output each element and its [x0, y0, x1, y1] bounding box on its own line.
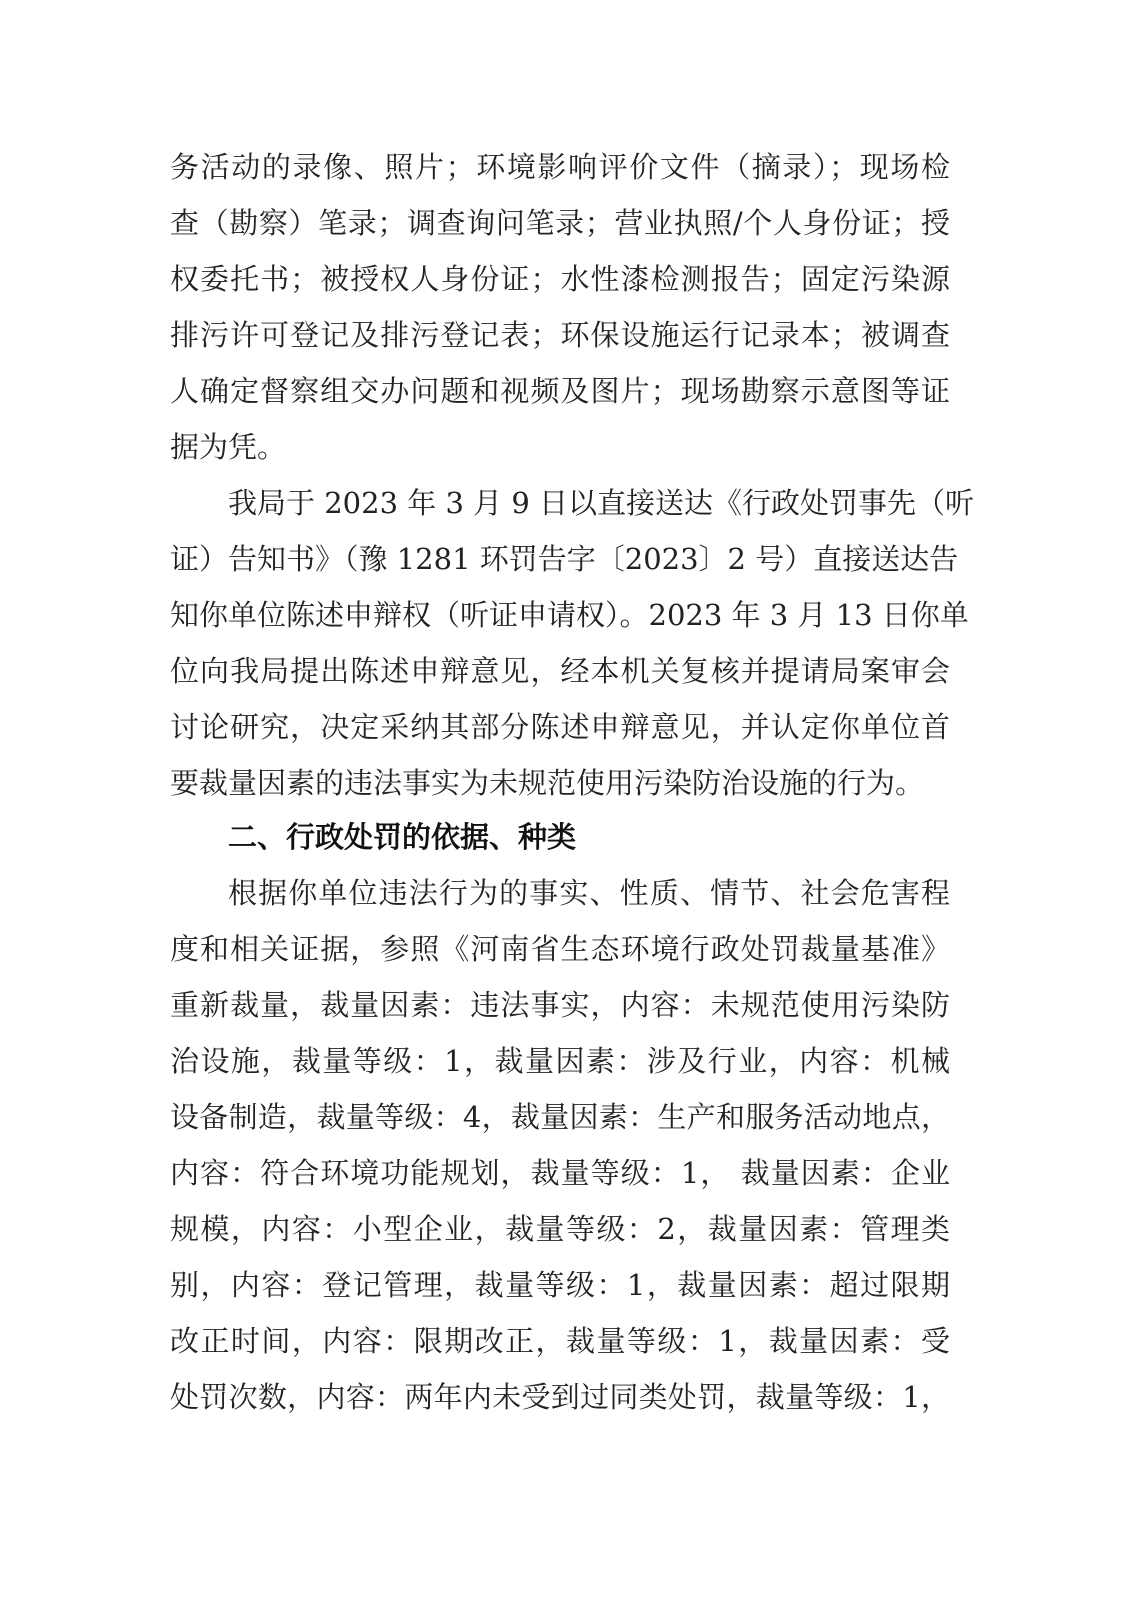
paragraph-line: 处罚次数，内容：两年内未受到过同类处罚，裁量等级：1，: [170, 1380, 950, 1414]
paragraph-line: 据为凭。: [170, 430, 287, 464]
paragraph-line: 我局于 2023 年 3 月 9 日以直接送达《行政处罚事先（听: [228, 486, 975, 520]
paragraph-line: 设备制造，裁量等级：4，裁量因素：生产和服务活动地点，: [170, 1100, 950, 1134]
paragraph-line: 位向我局提出陈述申辩意见，经本机关复核并提请局案审会: [170, 654, 950, 688]
paragraph-line: 人确定督察组交办问题和视频及图片；现场勘察示意图等证: [170, 374, 950, 408]
paragraph-line: 根据你单位违法行为的事实、性质、情节、社会危害程: [228, 876, 950, 910]
paragraph-line: 重新裁量，裁量因素：违法事实，内容：未规范使用污染防: [170, 988, 950, 1022]
paragraph-line: 要裁量因素的违法事实为未规范使用污染防治设施的行为。: [170, 766, 925, 800]
paragraph-line: 规模，内容：小型企业，裁量等级：2，裁量因素：管理类: [170, 1212, 950, 1246]
paragraph-line: 改正时间，内容：限期改正，裁量等级：1，裁量因素：受: [170, 1324, 950, 1358]
paragraph-line: 证）告知书》（豫 1281 环罚告字〔2023〕2 号）直接送达告: [170, 542, 959, 576]
paragraph-line: 治设施，裁量等级：1，裁量因素：涉及行业，内容：机械: [170, 1044, 950, 1078]
paragraph-line: 查（勘察）笔录；调查询问笔录；营业执照/个人身份证；授: [170, 206, 950, 240]
paragraph-line: 务活动的录像、照片；环境影响评价文件（摘录）；现场检: [170, 150, 950, 184]
paragraph-line: 度和相关证据，参照《河南省生态环境行政处罚裁量基准》: [170, 932, 950, 966]
section-heading: 二、行政处罚的依据、种类: [228, 820, 577, 854]
paragraph-line: 排污许可登记及排污登记表；环保设施运行记录本；被调查: [170, 318, 950, 352]
paragraph-line: 讨论研究，决定采纳其部分陈述申辩意见，并认定你单位首: [170, 710, 950, 744]
paragraph-line: 知你单位陈述申辩权（听证申请权）。2023 年 3 月 13 日你单: [170, 598, 969, 632]
paragraph-line: 内容：符合环境功能规划，裁量等级：1， 裁量因素：企业: [170, 1156, 950, 1190]
paragraph-line: 权委托书；被授权人身份证；水性漆检测报告；固定污染源: [170, 262, 950, 296]
paragraph-line: 别，内容：登记管理，裁量等级：1，裁量因素：超过限期: [170, 1268, 950, 1302]
